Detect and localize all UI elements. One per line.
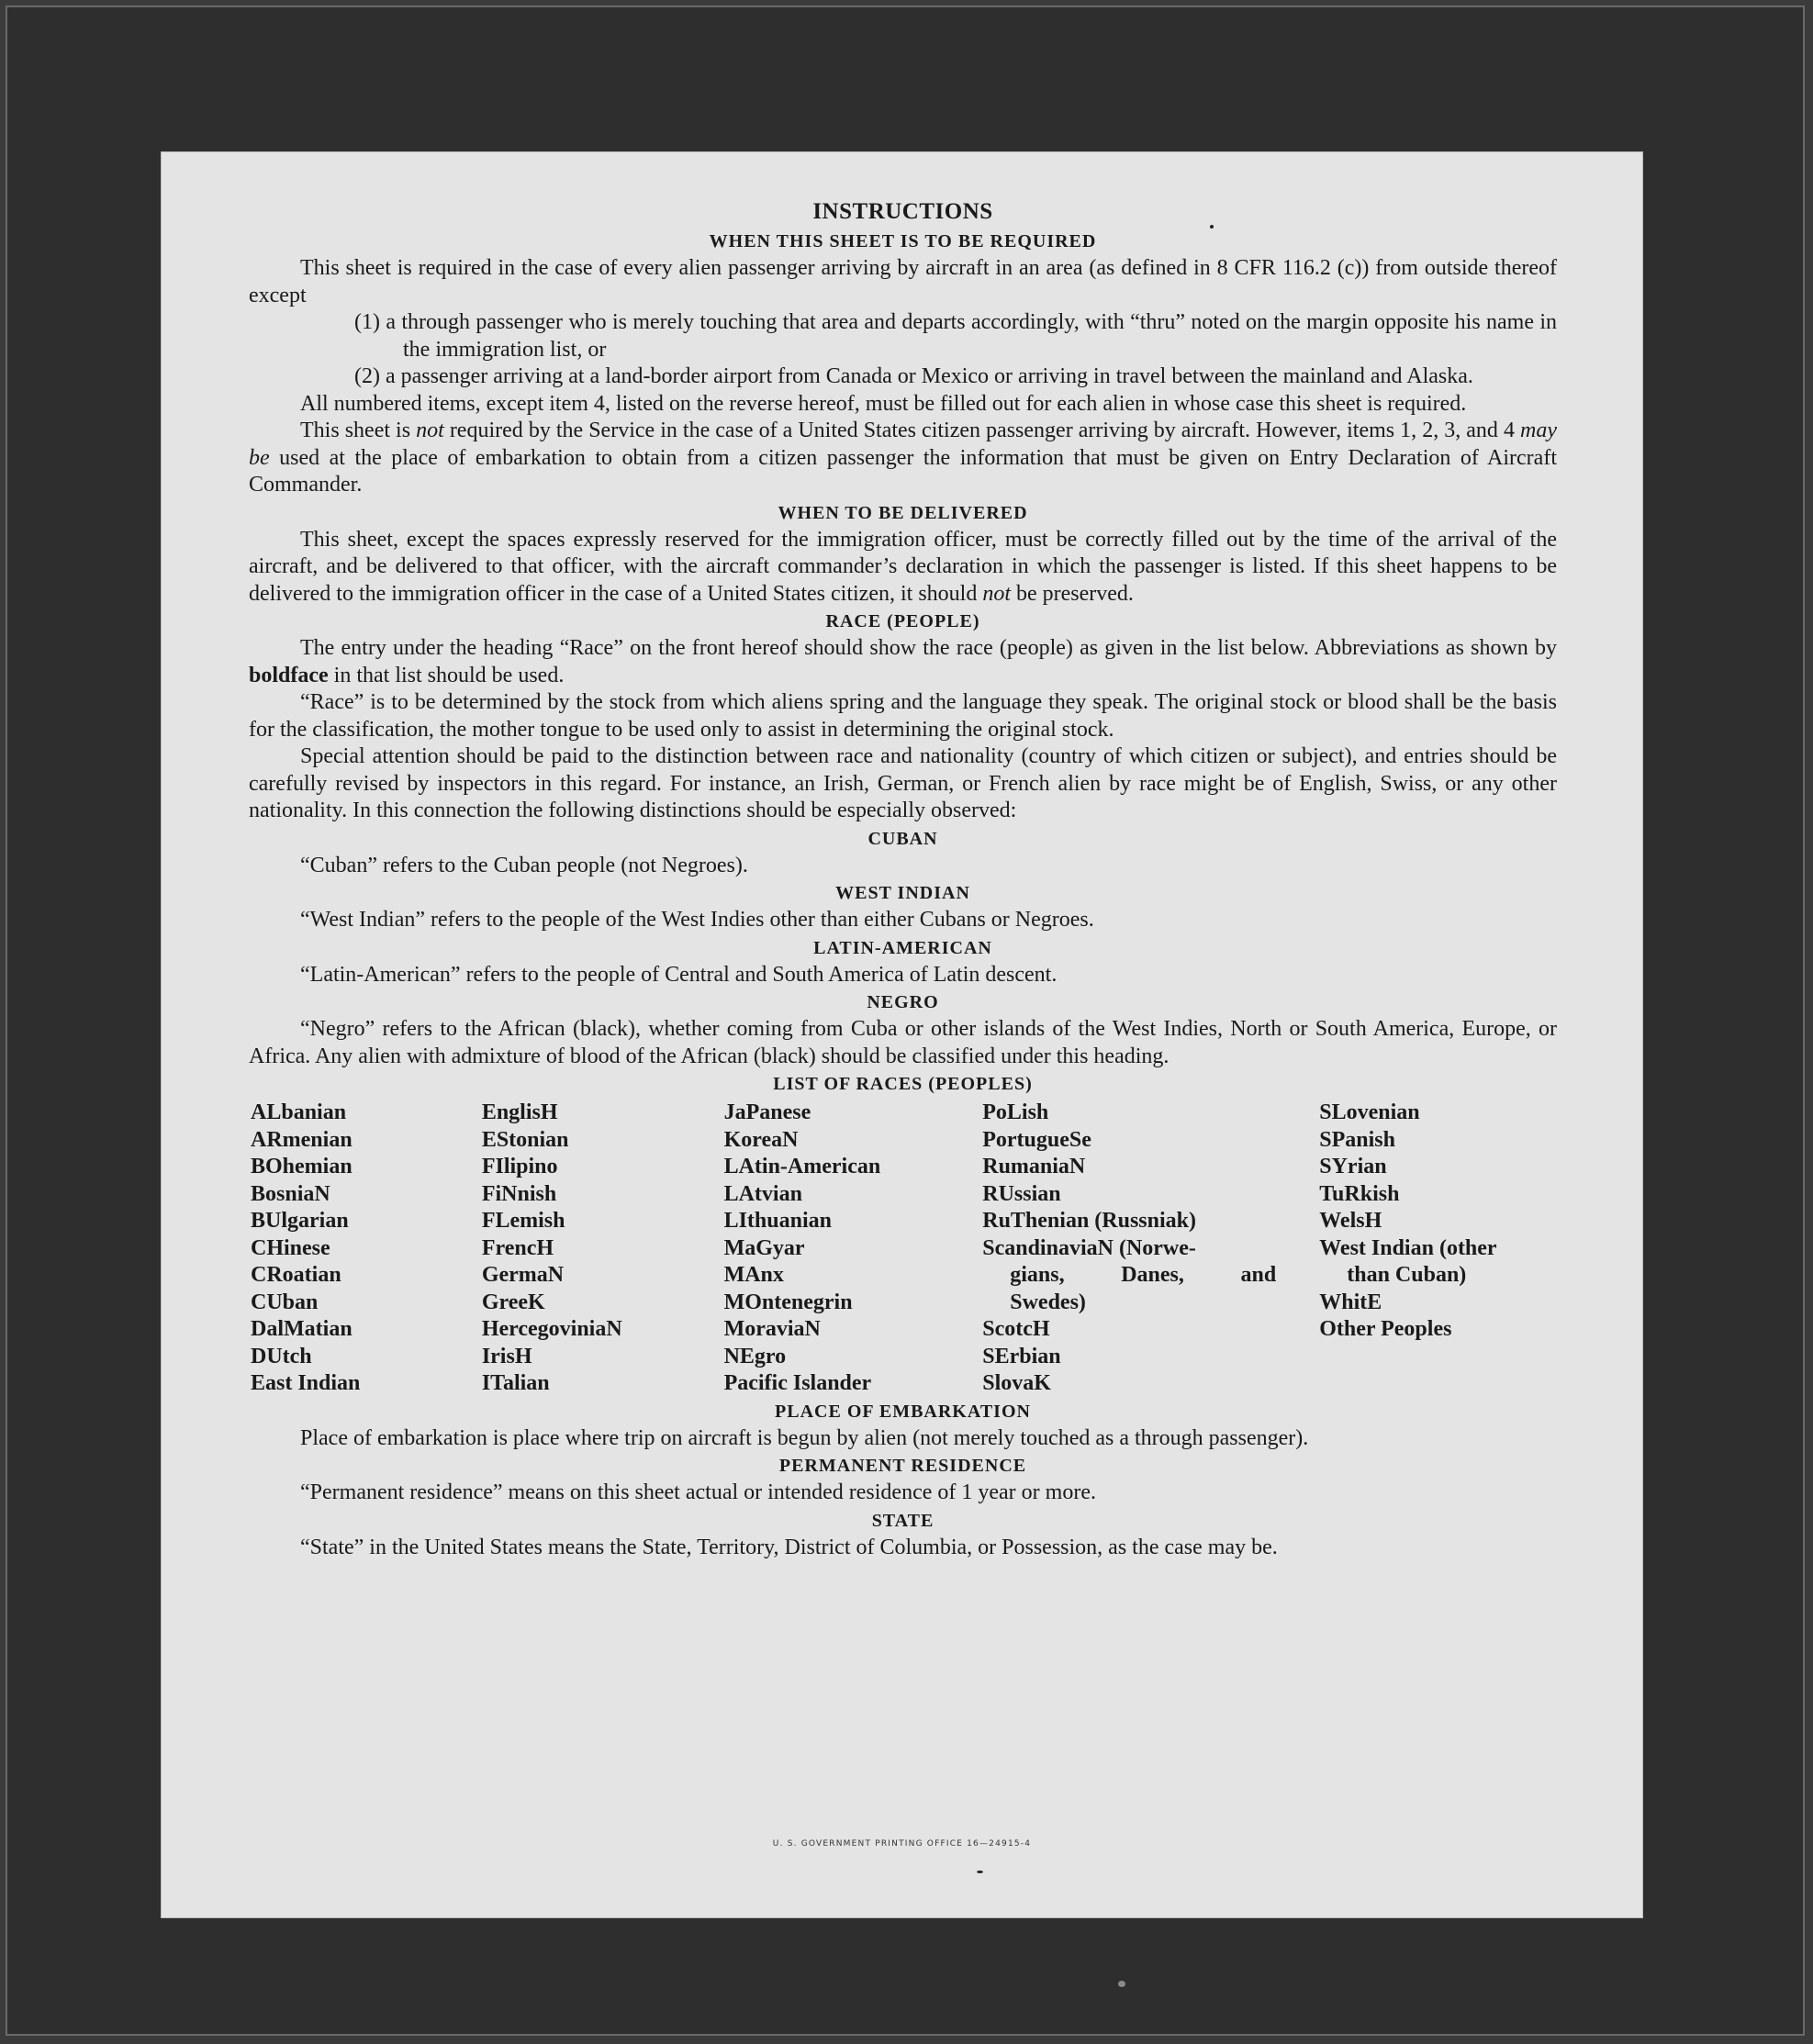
page-title: INSTRUCTIONS bbox=[812, 199, 993, 224]
race-entry: CHinese bbox=[251, 1235, 330, 1260]
race-entry: DalMatian bbox=[251, 1317, 353, 1341]
section-heading-negro: NEGRO bbox=[867, 992, 939, 1012]
paragraph-cuban: “Cuban” refers to the Cuban people (not Negroes). bbox=[300, 853, 748, 877]
race-entry: SYrian bbox=[1319, 1155, 1387, 1178]
race-entry: ITalian bbox=[481, 1371, 550, 1395]
race-entry: East Indian bbox=[251, 1371, 361, 1395]
race-column-1 bbox=[251, 1100, 482, 1398]
race-entry: CUban bbox=[251, 1290, 319, 1314]
race-entry: Other Peoples bbox=[1319, 1317, 1452, 1341]
race-entry: SLovenian bbox=[1319, 1100, 1420, 1124]
race-entry: GermaN bbox=[481, 1263, 565, 1287]
section-heading-cuban: CUBAN bbox=[867, 828, 938, 849]
text-run: be preserved. bbox=[1011, 581, 1134, 606]
paragraph-race-nationality: Special attention should be paid to the distinction between race and nationality (country of which citizen or subject), and entries should be carefully revised by inspectors in this regard. For instance, an Irish, German, or French alien by race might be of English, Swiss, or any other nationality. In this connection the following distinctions should be especially observed: bbox=[249, 744, 1557, 822]
instruction-sheet bbox=[161, 151, 1643, 1918]
race-entry: MaGyar bbox=[723, 1235, 805, 1260]
race-column-5 bbox=[1319, 1100, 1557, 1398]
race-entry: ARmenian bbox=[251, 1127, 353, 1152]
race-entry: CRoatian bbox=[251, 1263, 341, 1287]
race-entry: WelsH bbox=[1319, 1209, 1382, 1233]
race-entry: GreeK bbox=[481, 1290, 545, 1314]
race-entry: FrencH bbox=[481, 1235, 554, 1260]
scan-speck bbox=[1210, 225, 1214, 229]
race-entry: BOhemian bbox=[251, 1155, 353, 1178]
section-heading-race: RACE (PEOPLE) bbox=[825, 611, 980, 631]
race-entry: RuThenian (Russniak) bbox=[982, 1209, 1196, 1233]
section-heading-when-required: WHEN THIS SHEET IS TO BE REQUIRED bbox=[709, 231, 1097, 251]
race-entry: PoLish bbox=[982, 1100, 1049, 1124]
race-entry: FiNnish bbox=[481, 1181, 557, 1206]
text-run: required by the Service in the case of a United States citizen passenger arriving by aircraft. However, items 1, 2, 3, and 4 bbox=[443, 419, 1520, 442]
paragraph-race-stock: “Race” is to be determined by the stock from which aliens spring and the language they speak. The original stock or blood shall be the basis for the classification, the mother tongue to be used only to assist in determining the original stock. bbox=[249, 690, 1557, 742]
bold-word: boldface bbox=[249, 663, 329, 687]
text-run: This sheet, except the spaces expressly reserved for the immigration officer, must be correctly filled out by the time of the arrival of the aircraft, and be delivered to that officer, with the aircraft commander’s declaration in which the passenger is listed. If this sheet happens to be delivered to the immigration officer in the case of a United States citizen, it should bbox=[249, 527, 1557, 606]
emphasis-may-be: may be bbox=[249, 419, 1557, 470]
text-run: used at the place of embarkation to obtain from a citizen passenger the information that must be given on Entry Declaration of Aircraft Commander. bbox=[249, 445, 1557, 497]
sheet-content bbox=[249, 196, 1557, 1561]
race-entry: NEgro bbox=[723, 1344, 787, 1368]
race-entry: EStonian bbox=[481, 1127, 569, 1152]
race-entry: WhitE bbox=[1319, 1290, 1382, 1314]
race-entry: LAtvian bbox=[723, 1181, 802, 1206]
race-entry: ScandinaviaN (Norwe- bbox=[982, 1235, 1196, 1260]
paragraph-numbered-items: All numbered items, except item 4, listed on the reverse hereof, must be filled out for each alien in whose case this sheet is required. bbox=[300, 391, 1467, 416]
paragraph-citizen bbox=[249, 418, 1557, 499]
race-entry: KoreaN bbox=[723, 1127, 799, 1152]
paragraph-latin-american: “Latin-American” refers to the people of Central and South America of Latin descent. bbox=[300, 962, 1058, 987]
section-heading-latin-american: LATIN-AMERICAN bbox=[813, 937, 992, 958]
race-entry: EnglisH bbox=[481, 1100, 558, 1124]
race-entry: MAnx bbox=[723, 1263, 784, 1287]
race-entry-continued: Swedes) bbox=[1010, 1290, 1086, 1314]
race-entry: Pacific Islander bbox=[723, 1371, 872, 1395]
race-column-3 bbox=[724, 1100, 983, 1398]
race-entry: RumaniaN bbox=[982, 1155, 1086, 1178]
section-heading-when-delivered: WHEN TO BE DELIVERED bbox=[778, 502, 1028, 523]
race-entry: MoraviaN bbox=[723, 1317, 821, 1341]
race-column-4 bbox=[982, 1100, 1277, 1398]
text-run: This sheet is bbox=[300, 419, 417, 442]
race-entry: SErbian bbox=[982, 1344, 1061, 1368]
race-entry: DUtch bbox=[251, 1344, 312, 1368]
paragraph-residence: “Permanent residence” means on this sheet actual or intended residence of 1 year or more. bbox=[300, 1480, 1096, 1504]
paragraph-delivered bbox=[249, 527, 1557, 609]
race-entry: BUlgarian bbox=[251, 1209, 349, 1233]
race-entry-continued: than Cuban) bbox=[1347, 1263, 1467, 1287]
race-entry: MOntenegrin bbox=[723, 1290, 853, 1314]
race-entry: LAtin-American bbox=[723, 1155, 881, 1178]
paragraph-state: “State” in the United States means the State, Territory, District of Columbia, or Possession, as the case may be. bbox=[300, 1535, 1278, 1559]
exception-item-1: (1) a through passenger who is merely touching that area and departs accordingly, with “thru” noted on the margin opposite his name in the immigration list, or bbox=[354, 310, 1557, 362]
race-entry: PortugueSe bbox=[982, 1127, 1091, 1152]
paragraph-race-entry bbox=[249, 635, 1557, 689]
scan-speck bbox=[1118, 1981, 1125, 1987]
section-heading-residence: PERMANENT RESIDENCE bbox=[778, 1456, 1027, 1476]
exception-item-2: (2) a passenger arriving at a land-border airport from Canada or Mexico or arriving in travel between the mainland and Alaska. bbox=[354, 364, 1473, 388]
text-run: in that list should be used. bbox=[328, 663, 565, 687]
race-entry: FIlipino bbox=[481, 1155, 558, 1178]
printer-imprint: U. S. GOVERNMENT PRINTING OFFICE 16—24915-4 bbox=[772, 1839, 1032, 1849]
race-column-2 bbox=[482, 1100, 724, 1398]
section-heading-state: STATE bbox=[871, 1510, 934, 1531]
race-entry-continued: gians, Danes, and bbox=[1010, 1263, 1277, 1287]
paragraph-negro: “Negro” refers to the African (black), whether coming from Cuba or other islands of the West Indies, North or South America, Europe, or Africa. Any alien with admixture of blood of the African (black) should be classified under this heading. bbox=[249, 1017, 1557, 1068]
paragraph-west-indian: “West Indian” refers to the people of the West Indies other than either Cubans or Negroes. bbox=[300, 908, 1094, 932]
race-entry: JaPanese bbox=[723, 1100, 811, 1124]
race-list bbox=[251, 1100, 1557, 1398]
race-entry: ScotcH bbox=[982, 1317, 1050, 1341]
race-entry: SlovaK bbox=[982, 1371, 1051, 1395]
section-heading-embarkation: PLACE OF EMBARKATION bbox=[775, 1401, 1031, 1422]
race-entry: West Indian (other bbox=[1319, 1235, 1497, 1260]
paragraph-embarkation: Place of embarkation is place where trip on aircraft is begun by alien (not merely touched as a through passenger). bbox=[300, 1425, 1309, 1450]
emphasis-not: not bbox=[982, 581, 1011, 606]
emphasis-not: not bbox=[416, 419, 444, 442]
section-heading-list-of-races: LIST OF RACES (PEOPLES) bbox=[773, 1074, 1033, 1094]
race-entry: SPanish bbox=[1319, 1127, 1395, 1152]
race-entry: LIthuanian bbox=[723, 1209, 832, 1233]
text-run: The entry under the heading “Race” on the front hereof should show the race (people) as given in the list below. Abbreviations as shown by bbox=[300, 636, 1557, 660]
race-entry: IrisH bbox=[481, 1344, 532, 1368]
scan-speck bbox=[977, 1871, 983, 1873]
race-entry: ALbanian bbox=[251, 1100, 347, 1124]
race-entry: BosniaN bbox=[251, 1181, 330, 1206]
race-entry: HercegoviniaN bbox=[481, 1317, 622, 1341]
race-entry: RUssian bbox=[982, 1181, 1061, 1206]
race-entry: TuRkish bbox=[1319, 1181, 1400, 1206]
paragraph-required: This sheet is required in the case of every alien passenger arriving by aircraft in an area (as defined in 8 CFR 116.2 (c)) from outside thereof except bbox=[249, 256, 1557, 307]
section-heading-west-indian: WEST INDIAN bbox=[835, 883, 970, 903]
race-entry: FLemish bbox=[481, 1209, 565, 1233]
